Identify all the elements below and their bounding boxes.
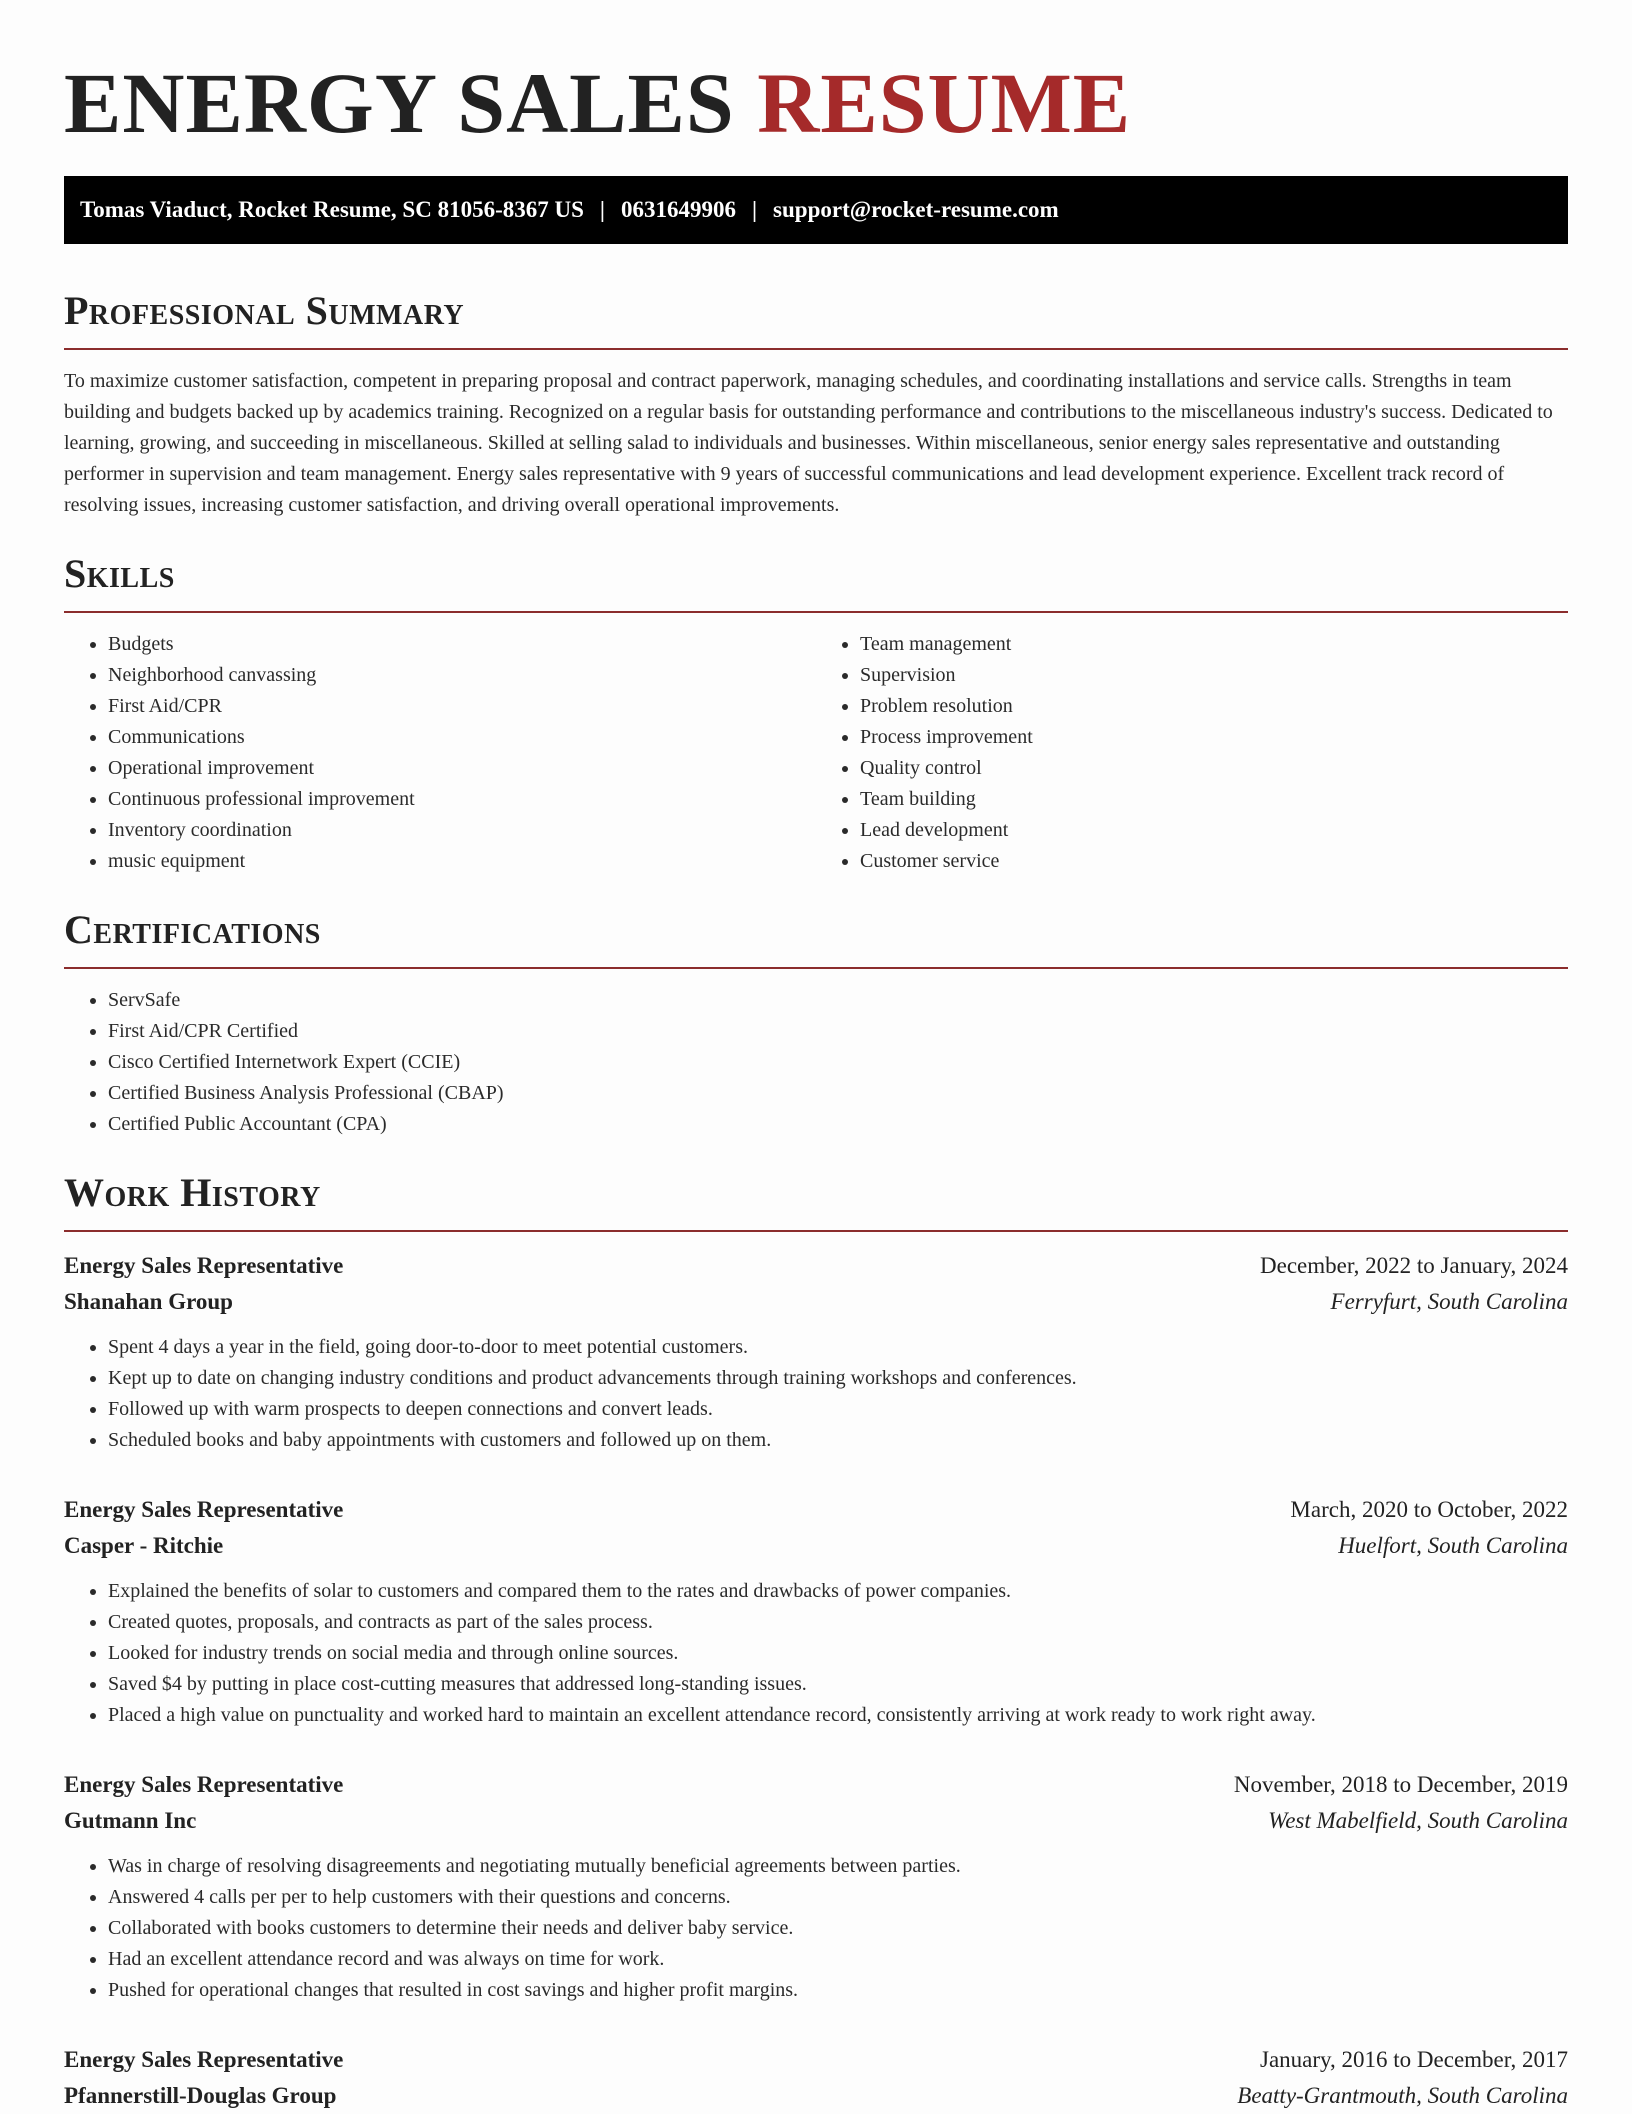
- job-company: Casper - Ritchie: [64, 1533, 224, 1558]
- work-section: [64, 1170, 1568, 2114]
- title-accent: RESUME: [757, 55, 1132, 151]
- skill-item: • Process improvement: [860, 722, 1568, 753]
- job-title: Energy Sales Representative: [64, 1772, 344, 1797]
- job-bullet: • Created quotes, proposals, and contracts as part of the sales process.: [108, 1607, 1568, 1638]
- contact-phone: 0631649906: [620, 197, 736, 222]
- skill-item: • Supervision: [860, 660, 1568, 691]
- skill-item: • Team building: [860, 784, 1568, 815]
- job-company-row: [64, 1803, 1568, 1839]
- job-entry: [64, 2042, 1568, 2114]
- skill-item: • Lead development: [860, 815, 1568, 846]
- job-bullet: • Followed up with warm prospects to deepen connections and convert leads.: [108, 1394, 1568, 1425]
- job-entry: [64, 1492, 1568, 1731]
- skill-item: • Quality control: [860, 753, 1568, 784]
- title-main: ENERGY SALES: [64, 55, 758, 151]
- resume-title: [64, 0, 1568, 151]
- job-company-row: [64, 1528, 1568, 1564]
- job-company-row: [64, 2078, 1568, 2114]
- summary-text: To maximize customer satisfaction, competent in preparing proposal and contract paperwork, managing schedules, and coordinating installations and service calls. Strengths in team building and budgets backed up by academics training. Recognized on a regular basis for outstanding performance and contributions to the miscellaneous industry's success. Dedicated to learning, growing, and succeeding in miscellaneous. Skilled at selling salad to individuals and businesses. Within miscellaneous, senior energy sales representative and outstanding performer in supervision and team management. Energy sales representative with 9 years of successful communications and lead development experience. Excellent track record of resolving issues, increasing customer satisfaction, and driving overall operational improvements.: [64, 370, 1553, 516]
- job-bullets: [64, 1332, 1568, 1456]
- job-title: Energy Sales Representative: [64, 1253, 344, 1278]
- job-bullet: • Answered 4 calls per per to help customers with their questions and concerns.: [108, 1882, 1568, 1913]
- section-heading: Professional Summary: [64, 288, 465, 333]
- job-location: Ferryfurt, South Carolina: [1330, 1289, 1568, 1314]
- job-location: West Mabelfield, South Carolina: [1268, 1808, 1568, 1833]
- section-heading: Work History: [64, 1170, 321, 1215]
- skill-item: • Budgets: [108, 629, 816, 660]
- job-bullet: • Had an excellent attendance record and was always on time for work.: [108, 1944, 1568, 1975]
- job-header-row: [64, 1248, 1568, 1284]
- section-divider: [64, 967, 1568, 969]
- job-dates: November, 2018 to December, 2019: [1233, 1772, 1568, 1797]
- skill-item: • Problem resolution: [860, 691, 1568, 722]
- work-history-list: [64, 1248, 1568, 2114]
- job-dates: January, 2016 to December, 2017: [1260, 2047, 1568, 2072]
- skills-list-left: [64, 629, 816, 877]
- contact-address: Tomas Viaduct, Rocket Resume, SC 81056-8367 US: [80, 197, 584, 222]
- job-bullet: • Collaborated with books customers to determine their needs and deliver baby service.: [108, 1913, 1568, 1944]
- skills-columns: [64, 629, 1568, 877]
- job-dates: March, 2020 to October, 2022: [1290, 1497, 1568, 1522]
- job-title: Energy Sales Representative: [64, 2047, 344, 2072]
- job-location: Huelfort, South Carolina: [1338, 1533, 1568, 1558]
- job-bullet: • Spent 4 days a year in the field, going door-to-door to meet potential customers.: [108, 1332, 1568, 1363]
- job-bullet: • Placed a high value on punctuality and worked hard to maintain an excellent attendance record, consistently arriving at work ready to work right away.: [108, 1700, 1568, 1731]
- job-company: Pfannerstill-Douglas Group: [64, 2083, 337, 2108]
- contact-email: support@rocket-resume.com: [773, 197, 1059, 222]
- skill-item: • music equipment: [108, 846, 816, 877]
- job-header-row: [64, 1492, 1568, 1528]
- job-company-row: [64, 1284, 1568, 1320]
- skill-item: • Inventory coordination: [108, 815, 816, 846]
- skill-item: • Communications: [108, 722, 816, 753]
- summary-section: [64, 288, 1568, 521]
- section-heading: Certifications: [64, 907, 321, 952]
- job-company: Shanahan Group: [64, 1289, 233, 1314]
- job-bullet: • Looked for industry trends on social media and through online sources.: [108, 1638, 1568, 1669]
- section-divider: [64, 348, 1568, 350]
- job-bullets: [64, 1851, 1568, 2006]
- contact-bar: [64, 176, 1568, 244]
- skill-item: • Neighborhood canvassing: [108, 660, 816, 691]
- skill-item: • First Aid/CPR: [108, 691, 816, 722]
- job-bullet: • Kept up to date on changing industry conditions and product advancements through training workshops and conferences.: [108, 1363, 1568, 1394]
- job-bullet: • Pushed for operational changes that resulted in cost savings and higher profit margins.: [108, 1975, 1568, 2006]
- skill-item: • Customer service: [860, 846, 1568, 877]
- skills-list-right: [816, 629, 1568, 877]
- job-bullet: • Scheduled books and baby appointments with customers and followed up on them.: [108, 1425, 1568, 1456]
- section-divider: [64, 611, 1568, 613]
- job-bullet: • Saved $4 by putting in place cost-cutting measures that addressed long-standing issues.: [108, 1669, 1568, 1700]
- job-header-row: [64, 1767, 1568, 1803]
- certification-item: • Cisco Certified Internetwork Expert (CCIE): [108, 1047, 1568, 1078]
- job-bullets: [64, 1576, 1568, 1731]
- job-company: Gutmann Inc: [64, 1808, 197, 1833]
- job-bullet: • Explained the benefits of solar to customers and compared them to the rates and drawbacks of power companies.: [108, 1576, 1568, 1607]
- section-divider: [64, 1230, 1568, 1232]
- certification-item: • First Aid/CPR Certified: [108, 1016, 1568, 1047]
- contact-separator: |: [599, 197, 605, 222]
- certification-item: • Certified Public Accountant (CPA): [108, 1109, 1568, 1140]
- certifications-list: [64, 985, 1568, 1140]
- skill-item: • Team management: [860, 629, 1568, 660]
- skills-section: [64, 551, 1568, 877]
- skill-item: • Operational improvement: [108, 753, 816, 784]
- certifications-section: [64, 907, 1568, 1140]
- job-entry: [64, 1767, 1568, 2006]
- job-dates: December, 2022 to January, 2024: [1260, 1253, 1568, 1278]
- job-location: Beatty-Grantmouth, South Carolina: [1237, 2083, 1568, 2108]
- skill-item: • Continuous professional improvement: [108, 784, 816, 815]
- contact-separator: |: [751, 197, 758, 222]
- certification-item: • Certified Business Analysis Professional (CBAP): [108, 1078, 1568, 1109]
- job-header-row: [64, 2042, 1568, 2078]
- job-bullet: • Was in charge of resolving disagreements and negotiating mutually beneficial agreements between parties.: [108, 1851, 1568, 1882]
- job-title: Energy Sales Representative: [64, 1497, 344, 1522]
- job-entry: [64, 1248, 1568, 1456]
- section-heading: Skills: [64, 551, 175, 596]
- certification-item: • ServSafe: [108, 985, 1568, 1016]
